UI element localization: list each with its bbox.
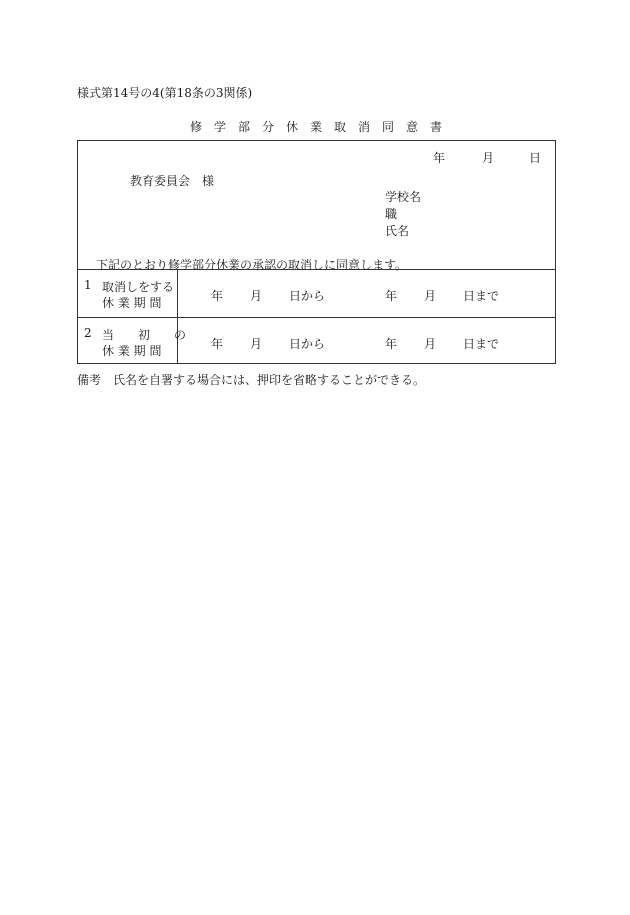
form-number: 様式第14号の4(第18条の3関係)	[77, 86, 253, 100]
addressee: 教育委員会 様	[130, 174, 215, 188]
consent-statement: 下記のとおり修学部分休業の承認の取消しに同意します。	[96, 258, 408, 272]
to-month: 月	[424, 337, 437, 351]
remarks-label: 備考	[77, 373, 102, 387]
position-label: 職	[385, 207, 398, 221]
to-month: 月	[424, 289, 437, 303]
to-day: 日まで	[463, 337, 500, 351]
document-title: 修 学 部 分 休 業 取 消 同 意 書	[190, 120, 443, 134]
row-label-line1: 取消しをする	[102, 280, 175, 294]
row-label-line2: 休 業 期 間	[102, 344, 162, 358]
table-top-line	[78, 269, 555, 270]
table-column-divider	[177, 269, 178, 363]
remarks-text: 氏名を自署する場合には、押印を省略することができる。	[113, 373, 426, 387]
from-month: 月	[250, 289, 263, 303]
table-row-divider	[78, 317, 555, 318]
row-label-line1: 当 初 の	[102, 328, 187, 342]
row-number: 2	[84, 326, 92, 340]
date-day: 日	[529, 151, 542, 165]
school-name-label: 学校名	[385, 190, 422, 204]
from-day: 日から	[289, 289, 326, 303]
from-year: 年	[211, 289, 224, 303]
to-year: 年	[385, 337, 398, 351]
from-month: 月	[250, 337, 263, 351]
remarks	[77, 371, 425, 388]
date-month: 月	[482, 151, 495, 165]
date-year: 年	[433, 151, 446, 165]
row-number: 1	[84, 278, 92, 292]
to-year: 年	[385, 289, 398, 303]
form-box	[77, 140, 556, 364]
from-day: 日から	[289, 337, 326, 351]
name-label: 氏名	[385, 224, 410, 238]
to-day: 日まで	[463, 289, 500, 303]
row-label-line2: 休 業 期 間	[102, 296, 162, 310]
from-year: 年	[211, 337, 224, 351]
